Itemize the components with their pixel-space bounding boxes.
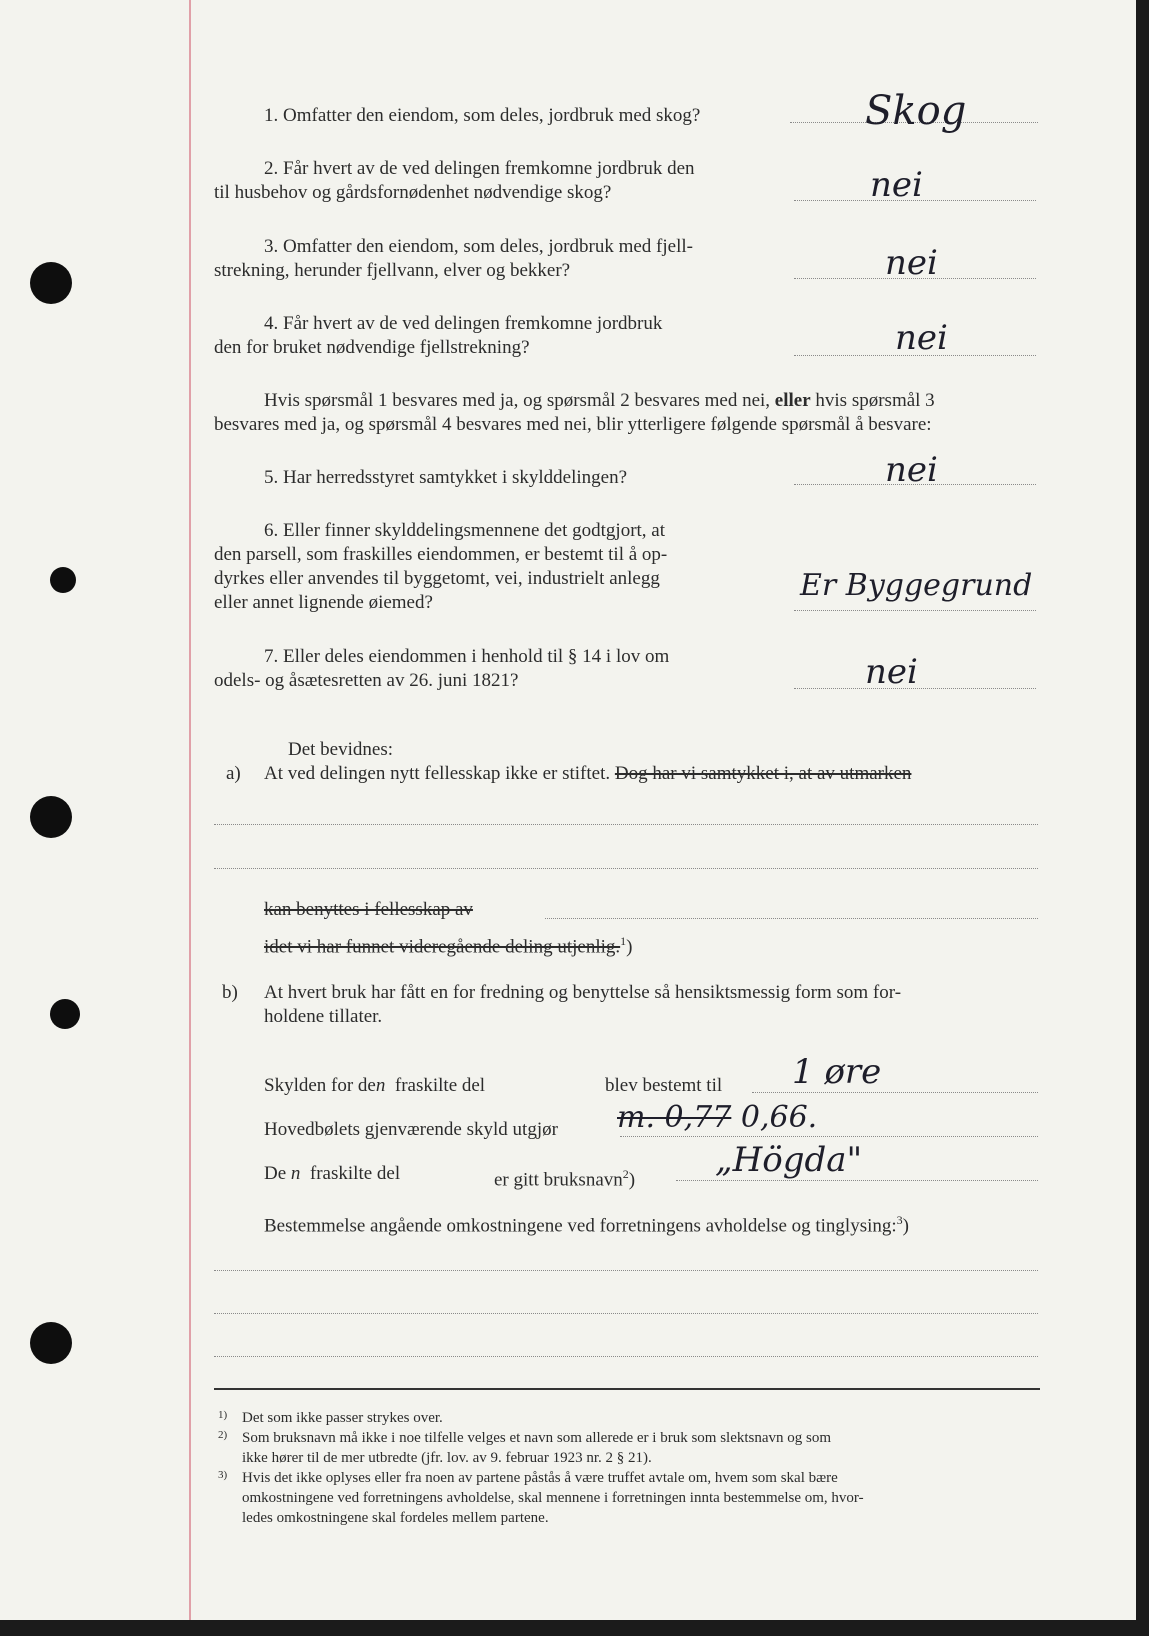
answer-7-handwriting: nei xyxy=(865,652,918,692)
question-3-line2: strekning, herunder fjellvann, elver og bekker? xyxy=(214,260,571,281)
de-label-b: fraskilte del xyxy=(309,1163,401,1184)
bevis-b-line2: holdene tillater. xyxy=(264,1006,383,1027)
bevis-b-line1: At hvert bruk har fått en for fredning og benyttelse så hensiktsmessig form som for- xyxy=(264,982,902,1003)
answer-line xyxy=(676,1180,1038,1181)
question-2-line1: 2. Får hvert av de ved delingen fremkomne jordbruk den xyxy=(264,158,695,179)
answer-line xyxy=(794,610,1036,611)
question-7-line2: odels- og åsætesretten av 26. juni 1821? xyxy=(214,670,519,691)
question-7-line1: 7. Eller deles eiendommen i henhold til § 14 i lov om xyxy=(264,646,670,667)
question-4-line1: 4. Får hvert av de ved delingen fremkomne jordbruk xyxy=(264,313,663,334)
footnote-2: 2) Som bruksnavn må ikke i noe tilfelle velges et navn som allerede er i bruk som slektsnavn og som ikke hører til de mer utbredte (jfr. lov. av 9. februar 1923 nr. 2 § 21). xyxy=(218,1429,832,1466)
question-4-cont xyxy=(214,336,530,360)
skyld-value-handwriting: 1 øre xyxy=(792,1052,882,1092)
question-5-text: 5. Har herredsstyret samtykket i skylddelingen? xyxy=(264,467,628,488)
question-3-cont xyxy=(214,259,570,283)
question-6-cont xyxy=(214,543,667,615)
de-label-a: De xyxy=(264,1163,287,1184)
question-4 xyxy=(264,312,662,336)
punch-hole xyxy=(50,999,80,1029)
question-5 xyxy=(264,466,627,490)
question-1 xyxy=(264,104,700,128)
footnote-rule xyxy=(214,1388,1040,1390)
note-line1-b: hvis spørsmål 3 xyxy=(815,390,935,411)
bestemmelse-row: Bestemmelse angående omkostningene ved forretningens avholdelse og tinglysing:$^3$) xyxy=(264,1213,909,1237)
de-row xyxy=(264,1162,400,1186)
conditional-note-cont xyxy=(214,413,932,437)
skyld-handwritten-n: n xyxy=(375,1075,386,1096)
footnote-3: 3) Hvis det ikke oplyses eller fra noen av partene påstås å være truffet avtale om, hvem som skal bære omkostningene ved forretningens avholdelse, skal mennene i forretningen innta bestemmelse om, hvor- ledes omkostningene skal fordeles mellem partene. xyxy=(218,1469,864,1526)
answer-4-handwriting: nei xyxy=(895,318,948,358)
answer-5-handwriting: nei xyxy=(885,450,938,490)
question-6-line1: 6. Eller finner skylddelingsmennene det godtgjort, at xyxy=(264,520,666,541)
note-line2: besvares med ja, og spørsmål 4 besvares med nei, blir ytterligere følgende spørsmål å besvare: xyxy=(214,414,932,435)
bevis-a-label: a) xyxy=(226,763,241,784)
skyld-row xyxy=(264,1074,485,1098)
skyld-label-c: blev bestemt til xyxy=(605,1075,723,1096)
question-1-text: 1. Omfatter den eiendom, som deles, jordbruk med skog? xyxy=(264,105,701,126)
conditional-note xyxy=(264,389,935,413)
hoved-value-handwriting: 0,66. xyxy=(740,1100,818,1135)
bevis-a xyxy=(264,762,911,786)
bruksnavn-handwriting: „Högda" xyxy=(715,1140,863,1180)
question-7-cont xyxy=(214,669,518,693)
blank-line xyxy=(214,868,1038,869)
blank-line xyxy=(214,1313,1038,1314)
blank-line xyxy=(545,918,1038,919)
question-4-line2: den for bruket nødvendige fjellstrekning? xyxy=(214,337,530,358)
answer-1-handwriting: Skog xyxy=(865,88,967,134)
punch-hole xyxy=(30,1322,72,1364)
punch-hole xyxy=(30,262,72,304)
punch-hole xyxy=(50,567,76,593)
punch-hole xyxy=(30,796,72,838)
hoved-struck-value: m. 0,77 xyxy=(617,1100,732,1135)
blank-line xyxy=(214,1270,1038,1271)
question-2 xyxy=(264,157,695,181)
question-2-line2: til husbehov og gårdsfornødenhet nødvendige skog? xyxy=(214,182,612,203)
bevis-a-struck: Dog har vi samtykket i, at av utmarken xyxy=(614,763,912,784)
question-6 xyxy=(264,519,665,543)
bevis-b-label: b) xyxy=(222,982,238,1003)
bevis-a-text: At ved delingen nytt fellesskap ikke er stiftet. xyxy=(264,763,611,784)
de-handwritten-n: n xyxy=(290,1163,301,1184)
question-3-line1: 3. Omfatter den eiendom, som deles, jordbruk med fjell- xyxy=(264,236,693,257)
blank-line xyxy=(214,1356,1038,1357)
footnote-1: 1) Det som ikke passer strykes over. xyxy=(218,1409,443,1426)
answer-2-handwriting: nei xyxy=(870,165,923,205)
question-3 xyxy=(264,235,693,259)
hoved-row: Hovedbølets gjenværende skyld utgjør xyxy=(264,1119,558,1140)
question-6-line2: den parsell, som fraskilles eiendommen, er bestemt til å op- xyxy=(214,544,668,565)
answer-6-handwriting: Er Byggegrund xyxy=(800,568,1033,603)
bevis-heading: Det bevidnes: xyxy=(288,739,394,760)
skyld-label-a: Skylden for de xyxy=(264,1075,376,1096)
struck-line-3: kan benyttes i fellesskap av xyxy=(264,899,473,920)
note-line1-a: Hvis spørsmål 1 besvares med ja, og spørsmål 2 besvares med nei, xyxy=(264,390,771,411)
skyld-label-b: fraskilte del xyxy=(394,1075,486,1096)
struck-line-4: idet vi har funnet videregående deling utjenlig.$^1$) xyxy=(264,934,633,958)
answer-line xyxy=(752,1092,1038,1093)
question-2-cont xyxy=(214,181,611,205)
answer-line xyxy=(620,1136,1038,1137)
note-bold-eller: eller xyxy=(774,390,811,411)
de-label-c: er gitt bruksnavn$^2$) xyxy=(494,1167,636,1191)
footnotes xyxy=(218,1408,864,1528)
margin-line xyxy=(189,0,191,1620)
answer-3-handwriting: nei xyxy=(885,243,938,283)
blank-line xyxy=(214,824,1038,825)
question-7 xyxy=(264,645,669,669)
question-6-line4: eller annet lignende øiemed? xyxy=(214,592,433,613)
bevis-b xyxy=(264,981,901,1029)
question-6-line3: dyrkes eller anvendes til byggetomt, vei, industrielt anlegg xyxy=(214,568,660,589)
